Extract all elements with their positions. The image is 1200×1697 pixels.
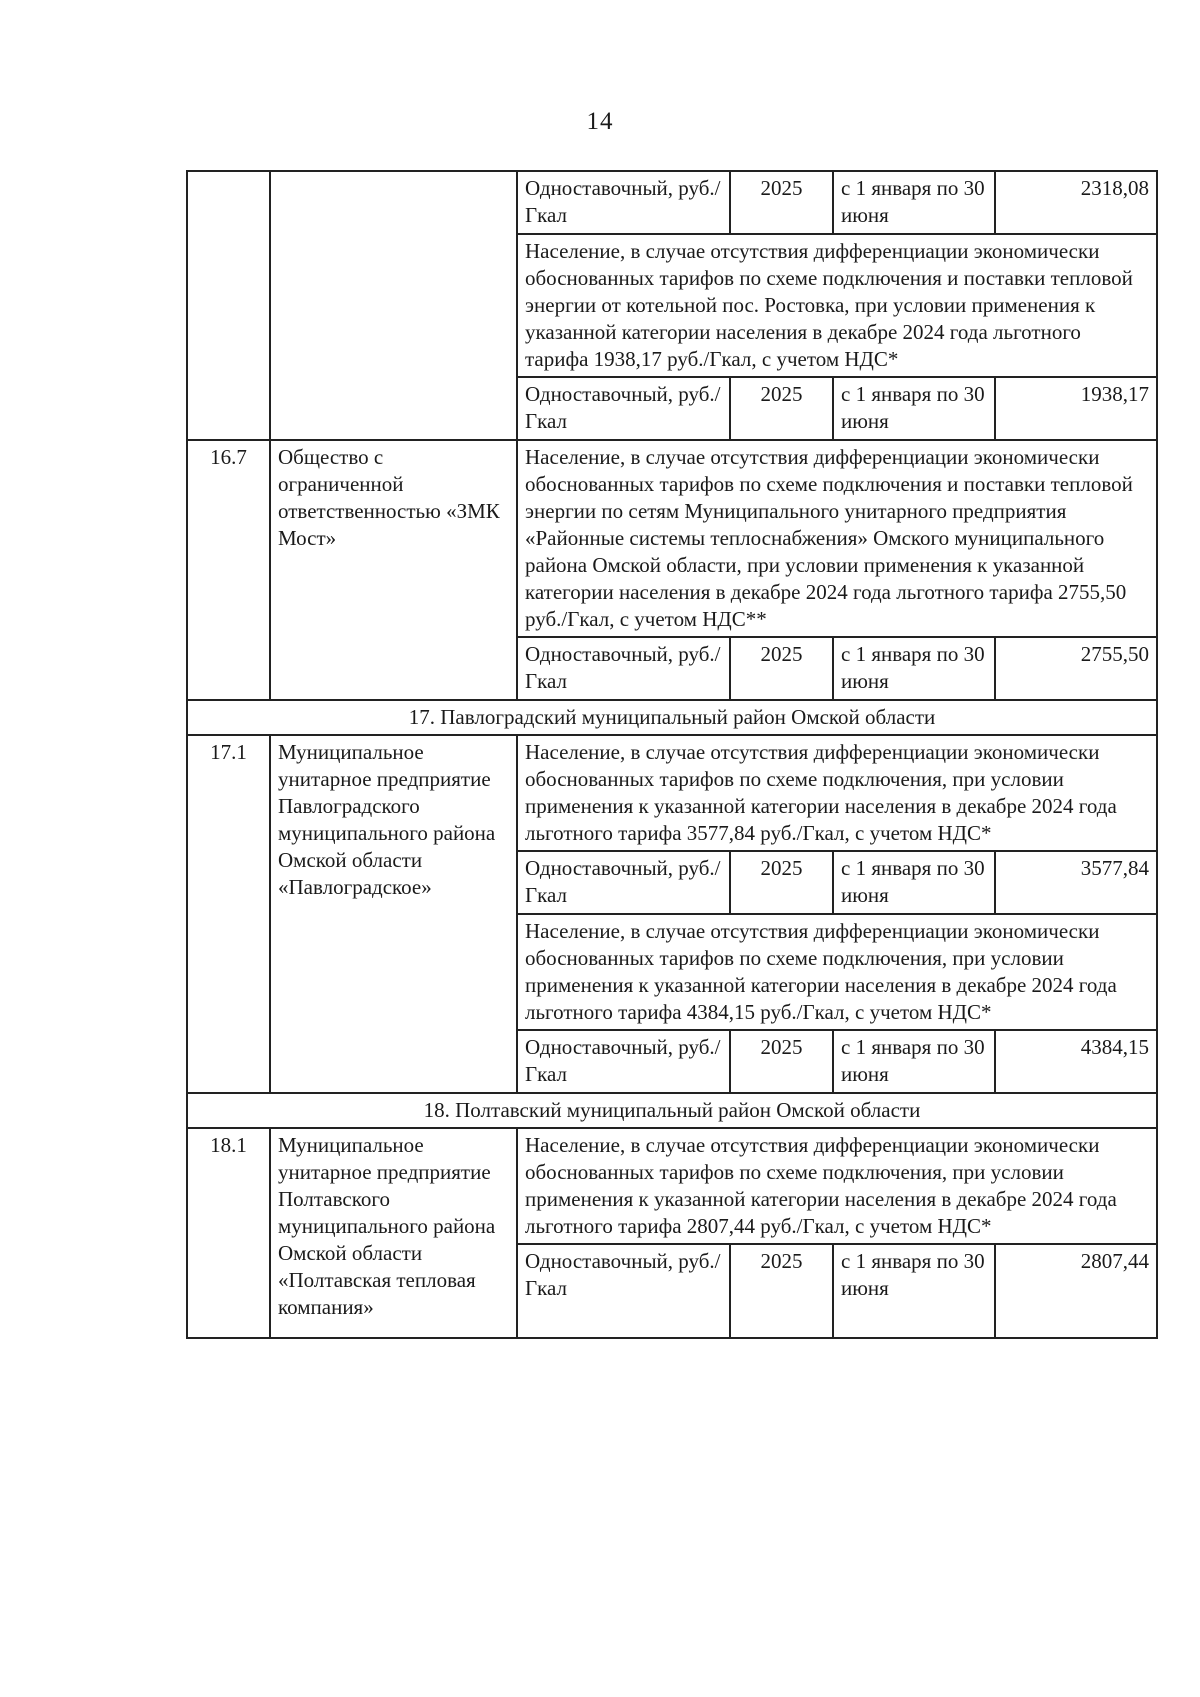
row-number: 17.1 <box>187 735 270 1093</box>
tariff-type: Одноставочный, руб./Гкал <box>517 171 730 234</box>
tariff-condition: Население, в случае отсутствия дифференциации экономически обоснованных тарифов по схеме подключения, при условии применения к указанной категории населения в декабре 2024 года льготного тарифа 4384,15 руб./Гкал, с учетом НДС* <box>517 914 1157 1030</box>
tariff-value: 1938,17 <box>995 377 1157 440</box>
row-number: 18.1 <box>187 1128 270 1338</box>
section-row <box>187 700 1157 735</box>
tariff-type: Одноставочный, руб./Гкал <box>517 1244 730 1338</box>
page-number: 14 <box>586 108 614 135</box>
tariff-value: 2318,08 <box>995 171 1157 234</box>
tariff-year: 2025 <box>730 377 833 440</box>
table-row <box>187 440 1157 637</box>
section-row <box>187 1093 1157 1128</box>
tariff-value: 4384,15 <box>995 1030 1157 1093</box>
tariff-period: с 1 января по 30 июня <box>833 377 995 440</box>
table-row <box>187 1128 1157 1244</box>
tariff-value: 2807,44 <box>995 1244 1157 1338</box>
section-header: 18. Полтавский муниципальный район Омской области <box>187 1093 1157 1128</box>
tariff-period: с 1 января по 30 июня <box>833 637 995 700</box>
organization-name: Муниципальное унитарное предприятие Павлоградского муниципального района Омской области «Павлоградское» <box>270 735 517 1093</box>
tariff-year: 2025 <box>730 171 833 234</box>
tariff-period: с 1 января по 30 июня <box>833 1030 995 1093</box>
tariff-condition: Население, в случае отсутствия дифференциации экономически обоснованных тарифов по схеме подключения, при условии применения к указанной категории населения в декабре 2024 года льготного тарифа 3577,84 руб./Гкал, с учетом НДС* <box>517 735 1157 851</box>
tariff-condition: Население, в случае отсутствия дифференциации экономически обоснованных тарифов по схеме подключения и поставки тепловой энергии по сетям Муниципального унитарного предприятия «Районные системы теплоснабжения» Омского муниципального района Омской области, при условии применения к указанной категории населения в декабре 2024 года льготного тарифа 2755,50 руб./Гкал, с учетом НДС** <box>517 440 1157 637</box>
table-row <box>187 171 1157 234</box>
tariff-year: 2025 <box>730 1244 833 1338</box>
tariff-period: с 1 января по 30 июня <box>833 1244 995 1338</box>
tariff-condition: Население, в случае отсутствия дифференциации экономически обоснованных тарифов по схеме подключения, при условии применения к указанной категории населения в декабре 2024 года льготного тарифа 2807,44 руб./Гкал, с учетом НДС* <box>517 1128 1157 1244</box>
section-header: 17. Павлоградский муниципальный район Омской области <box>187 700 1157 735</box>
num-cell-blank <box>187 171 270 440</box>
organization-name: Общество с ограниченной ответственностью «ЗМК Мост» <box>270 440 517 700</box>
tariff-year: 2025 <box>730 851 833 914</box>
row-number: 16.7 <box>187 440 270 700</box>
tariff-type: Одноставочный, руб./Гкал <box>517 851 730 914</box>
tariff-table <box>186 170 1158 1339</box>
tariff-year: 2025 <box>730 1030 833 1093</box>
tariff-period: с 1 января по 30 июня <box>833 171 995 234</box>
tariff-value: 3577,84 <box>995 851 1157 914</box>
tariff-value: 2755,50 <box>995 637 1157 700</box>
tariff-type: Одноставочный, руб./Гкал <box>517 637 730 700</box>
organization-name: Муниципальное унитарное предприятие Полтавского муниципального района Омской области «Полтавская тепловая компания» <box>270 1128 517 1338</box>
tariff-year: 2025 <box>730 637 833 700</box>
table-row <box>187 735 1157 851</box>
tariff-type: Одноставочный, руб./Гкал <box>517 1030 730 1093</box>
org-cell-blank <box>270 171 517 440</box>
tariff-condition: Население, в случае отсутствия дифференциации экономически обоснованных тарифов по схеме подключения и поставки тепловой энергии от котельной пос. Ростовка, при условии применения к указанной категории населения в декабре 2024 года льготного тарифа 1938,17 руб./Гкал, с учетом НДС* <box>517 234 1157 377</box>
tariff-period: с 1 января по 30 июня <box>833 851 995 914</box>
tariff-type: Одноставочный, руб./Гкал <box>517 377 730 440</box>
